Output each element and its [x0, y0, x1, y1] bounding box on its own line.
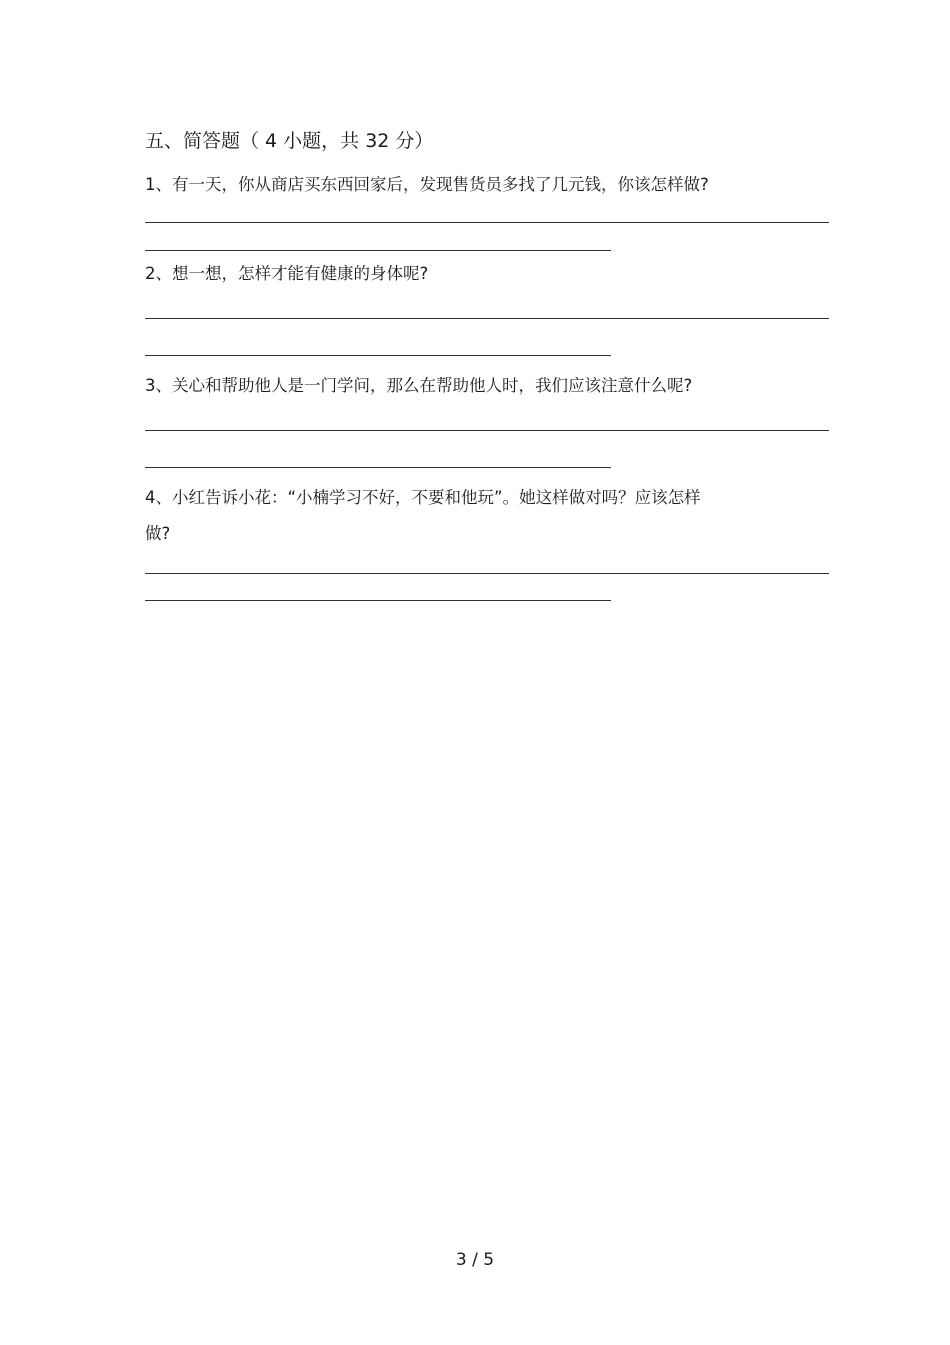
- answer-line-2a[interactable]: [145, 318, 829, 319]
- question-2-text: 2、想一想，怎样才能有健康的身体呢?: [145, 264, 429, 283]
- question-4-text: 4、小红告诉小花：“小楠学习不好，不要和他玩”。她这样做对吗？应该怎样: [145, 488, 701, 507]
- answer-line-3b[interactable]: [145, 467, 611, 468]
- question-1-text: 1、有一天，你从商店买东西回家后，发现售货员多找了几元钱，你该怎样做?: [145, 175, 709, 194]
- question-3-text: 3、关心和帮助他人是一门学问，那么在帮助他人时，我们应该注意什么呢?: [145, 376, 693, 395]
- answer-line-1a[interactable]: [145, 222, 829, 223]
- answer-line-4a[interactable]: [145, 573, 829, 574]
- answer-line-2b[interactable]: [145, 355, 611, 356]
- question-4-text-continued: 做?: [145, 524, 171, 543]
- answer-line-3a[interactable]: [145, 430, 829, 431]
- answer-line-4b[interactable]: [145, 600, 611, 601]
- page-number: 3 / 5: [455, 1250, 495, 1270]
- answer-line-1b[interactable]: [145, 250, 611, 251]
- section-title: 五、简答题（ 4 小题，共 32 分）: [145, 130, 434, 152]
